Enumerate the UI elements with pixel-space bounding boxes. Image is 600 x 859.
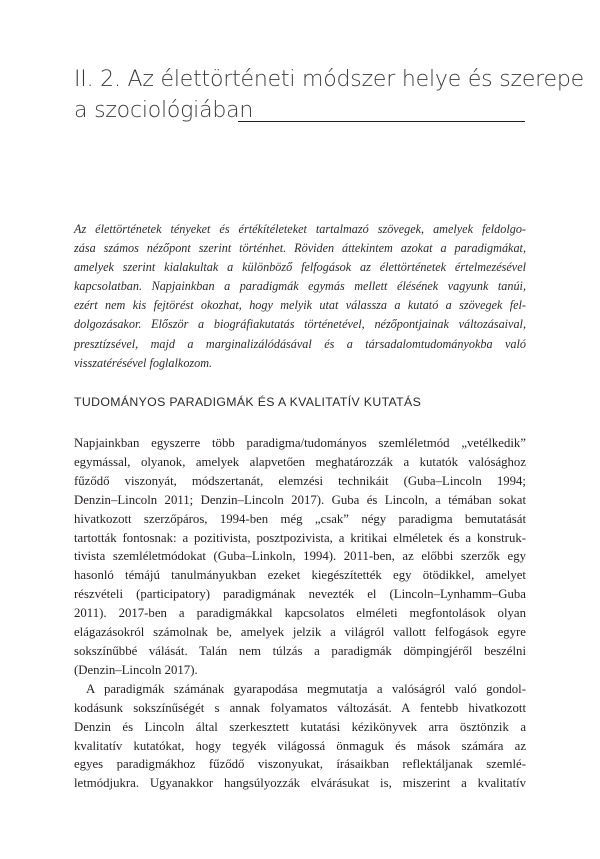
body-line: Denzin–Lincoln 2011; Denzin–Lincoln 2017). Guba és Lincoln, a témában sokat (74, 492, 526, 507)
body-line: fűződő viszonyát, módszertanát, elemzési technikáit (Guba–Lincoln 1994; (74, 473, 526, 488)
body-line: kodásunk sokszínűségét s annak folyamatos változását. A fentebb hivatkozott (74, 700, 526, 715)
abstract-line: dolgozásakor. Először a biográfiakutatás történetével, nézőpontjainak változásaival, (74, 317, 526, 332)
body-line: egyes paradigmákhoz fűződő viszonyukat, írásaikban reflektáljanak szemlé- (74, 757, 526, 772)
abstract-line: presztízsével, majd a marginalizálódásával és a társadalomtudományokba való (74, 336, 526, 351)
body-line: 2011). 2017-ben a paradigmákkal kapcsolatos elméleti megfontolások olyan (74, 606, 526, 621)
body-line: tivista szemléletmódokat (Guba–Linkoln, 1994). 2011-ben, az előbbi szerzők egy (74, 549, 526, 564)
body-line: letmódjukra. Ugyanakkor hangsúlyozzák elvárásukat is, miszerint a kvalitatív (74, 776, 526, 791)
abstract-line: Az élettörténetek tényeket és értékítéleteket tartalmazó szövegek, amelyek feldolgo- (74, 222, 526, 236)
body-line: elágazásokról számolnak be, amelyek jelzik a világról vallott felfogások egyre (74, 625, 526, 640)
abstract-line: visszatérésével foglalkozom. (74, 355, 213, 370)
abstract-line: zása számos nézőpont szerint történhet. Röviden áttekintem azokat a paradigmákat, (74, 241, 526, 256)
body-line: (Denzin–Lincoln 2017). (74, 662, 198, 677)
chapter-title-line-1: II. 2. Az élettörténeti módszer helye és szerepe (74, 67, 584, 92)
abstract-line: kapcsolatban. Napjainkban a paradigmák egymás mellett élésének vagyunk tanúi, (74, 279, 526, 294)
body-line: tartották fontosnak: a pozitivista, posztpozivista, a kritikai elméletek és a konstruk- (74, 530, 526, 545)
body-line: Denzin és Lincoln által szerkesztett kutatási kézikönyvek arra ösztönzik a (74, 719, 526, 734)
body-line: kvalitatív kutatókat, hogy tegyék világossá önmaguk és mások számára az (74, 738, 526, 753)
chapter-title (74, 64, 584, 126)
body-line: A paradigmák számának gyarapodása megmutatja a valóságról való gondol- (86, 681, 526, 696)
body-line: Napjainkban egyszerre több paradigma/tudományos szemléletmód „vetélkedik” (74, 436, 526, 450)
title-rule (238, 121, 525, 122)
abstract-line: amelyek szerint kialakultak a különböző felfogások az élettörténetek értelmezésével (74, 260, 526, 275)
abstract-line: ezért nem kis fejtörést okozhat, hogy melyik utat válassza a kutató a szövegek fel- (74, 298, 526, 313)
abstract-paragraph (74, 220, 526, 373)
body-line: hivatkozott szerzőpáros, 1994-ben még „csak” négy paradigma bemutatását (74, 511, 526, 526)
section-heading: TUDOMÁNYOS PARADIGMÁK ÉS A KVALITATÍV KUTATÁS (74, 395, 422, 409)
body-line: egymással, olyanok, amelyek alapvetően meghatározzák a kutatók valósághoz (74, 454, 526, 469)
body-line: sokszínűbbé válását. Talán nem túlzás a paradigmák dömpingjéről beszélni (74, 643, 526, 658)
chapter-title-line-2: a szociológiában (74, 98, 254, 123)
body-line: hasonló témájú tanulmányukban ezeket kiegészítették egy ötödikkel, amelyet (74, 568, 526, 583)
body-paragraphs (74, 434, 526, 793)
body-line: részvételi (participatory) paradigmának nevezték el (Lincoln–Lynhamm–Guba (74, 587, 526, 602)
